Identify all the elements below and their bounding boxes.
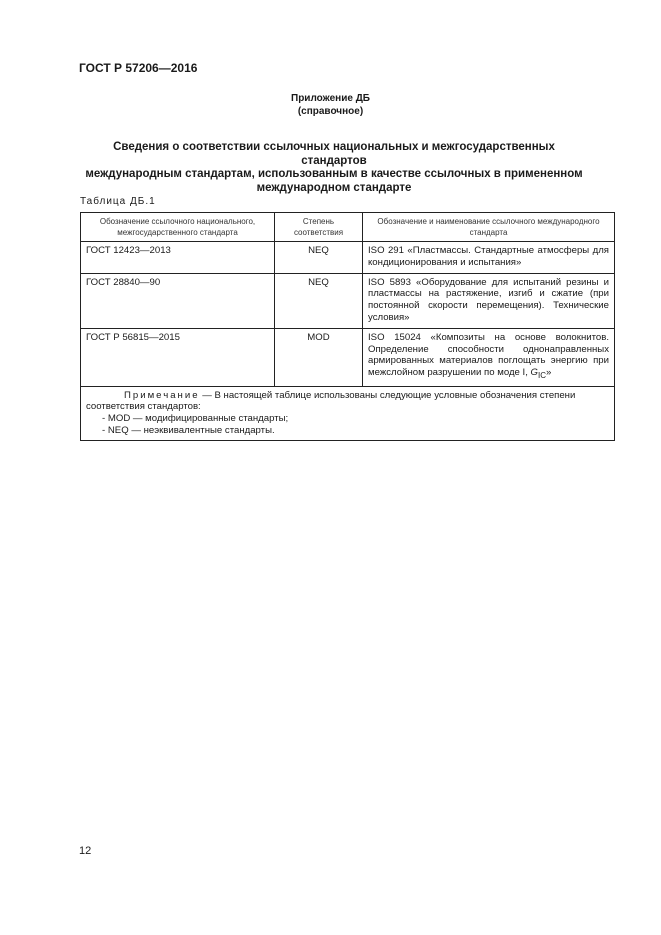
symbol-g: G	[530, 367, 539, 379]
symbol-subscript: IC	[538, 371, 547, 381]
note-text: — В настоящей таблице использованы следующие условные обозначения степени соответствия стандартов:	[86, 389, 576, 413]
iso-text-end: »	[546, 367, 552, 379]
cell-standard: ГОСТ 12423—2013	[81, 242, 275, 274]
cell-degree: NEQ	[275, 242, 363, 274]
section-heading	[80, 141, 588, 195]
appendix-title: Приложение ДБ	[291, 93, 370, 104]
note-cell	[81, 386, 615, 440]
iso-text: ISO 15024 «Композиты на основе волокнитов. Определение способности однонаправленных армированных материалов поглощать энергию при межслойном разрушении по моде I,	[368, 331, 609, 379]
cell-international: ISO 291 «Пластмассы. Стандартные атмосферы для кондиционирования и испытания»	[363, 242, 615, 274]
cell-standard: ГОСТ Р 56815—2015	[81, 328, 275, 386]
note-items	[86, 413, 609, 436]
cell-international: ISO 5893 «Оборудование для испытаний резины и пластмассы на растяжение, изгиб и сжатие (при постоянной скорости перемещения). Технические условия»	[363, 273, 615, 328]
cell-standard: ГОСТ 28840—90	[81, 273, 275, 328]
note-item-neq: - NEQ — неэквивалентные стандарты.	[102, 424, 275, 436]
appendix-header	[0, 92, 661, 118]
note-label: Примечание	[124, 389, 200, 401]
page-number: 12	[79, 845, 92, 857]
header-cell-standard: Обозначение ссылочного национального, межгосударственного стандарта	[81, 213, 275, 242]
appendix-type: (справочное)	[297, 106, 364, 117]
document-code: ГОСТ Р 57206—2016	[79, 61, 198, 75]
cell-international	[363, 328, 615, 386]
header-cell-international: Обозначение и наименование ссылочного международного стандарта	[363, 213, 615, 242]
table-row	[81, 328, 615, 386]
table-header-row	[81, 213, 615, 242]
table-caption: Таблица ДБ.1	[80, 196, 156, 207]
heading-line-1: Сведения о соответствии ссылочных национальных и межгосударственных стандартов	[113, 141, 555, 167]
note-item-mod: - MOD — модифицированные стандарты;	[102, 413, 289, 425]
heading-line-3: международном стандарте	[256, 181, 412, 194]
cell-degree: NEQ	[275, 273, 363, 328]
heading-line-2: международным стандартам, использованным в качестве ссылочных в примененном	[85, 168, 583, 180]
table-row	[81, 273, 615, 328]
note-paragraph	[86, 390, 609, 413]
correspondence-table	[80, 212, 615, 441]
table-row	[81, 242, 615, 274]
header-cell-degree: Степень соответствия	[275, 213, 363, 242]
note-row	[81, 386, 615, 440]
cell-degree: MOD	[275, 328, 363, 386]
